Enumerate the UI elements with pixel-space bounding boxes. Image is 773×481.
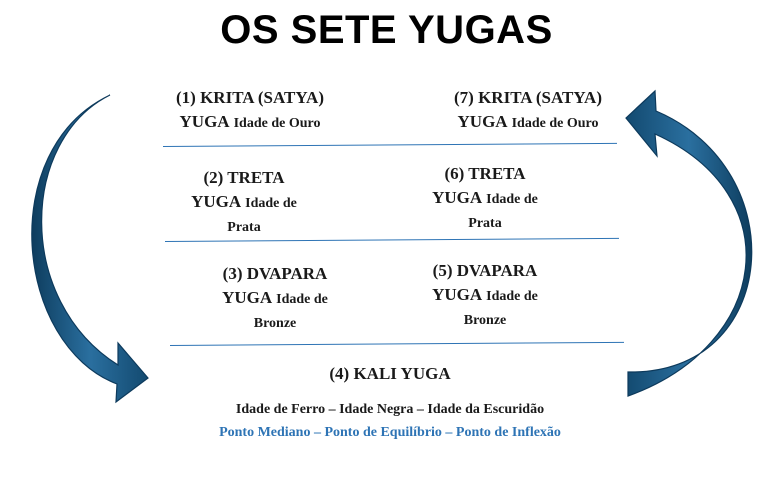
yuga-4-name: (4) KALI YUGA [329, 364, 451, 383]
yuga-5-name: (5) DVAPARA [432, 261, 538, 280]
yuga-5-block [405, 259, 565, 333]
yuga-7-age-line: YUGA Idade de Ouro [457, 112, 599, 131]
yuga-4-points: Ponto Mediano – Ponto de Equilíbrio – Ponto de Inflexão [219, 425, 561, 440]
yuga-3-block [195, 262, 355, 336]
yuga-2-block [164, 166, 324, 240]
yuga-5-age-line: YUGA Idade de [432, 285, 538, 304]
yuga-1-block [150, 86, 350, 136]
yuga-7-name: (7) KRITA (SATYA) [454, 88, 602, 107]
yuga-2-name: (2) TRETA [203, 168, 285, 187]
yuga-2-age-line: YUGA Idade de [191, 192, 297, 211]
yuga-3-age-line: YUGA Idade de [222, 288, 328, 307]
right-curved-arrow [626, 91, 752, 396]
yuga-2-metal: Prata [227, 220, 261, 235]
yuga-6-age-line: YUGA Idade de [432, 188, 538, 207]
yuga-6-name: (6) TRETA [444, 164, 526, 183]
yuga-1-age-line: YUGA Idade de Ouro [179, 112, 321, 131]
yuga-6-metal: Prata [468, 216, 502, 231]
yuga-5-metal: Bronze [463, 313, 507, 328]
yuga-7-block [428, 86, 628, 136]
yuga-3-metal: Bronze [253, 316, 297, 331]
diagram-title: OS SETE YUGAS [220, 8, 553, 52]
yuga-3-name: (3) DVAPARA [222, 264, 328, 283]
yuga-1-name: (1) KRITA (SATYA) [176, 88, 324, 107]
yuga-6-block [405, 162, 565, 236]
left-curved-arrow [32, 95, 148, 402]
yuga-4-ages: Idade de Ferro – Idade Negra – Idade da Escuridão [235, 402, 545, 417]
